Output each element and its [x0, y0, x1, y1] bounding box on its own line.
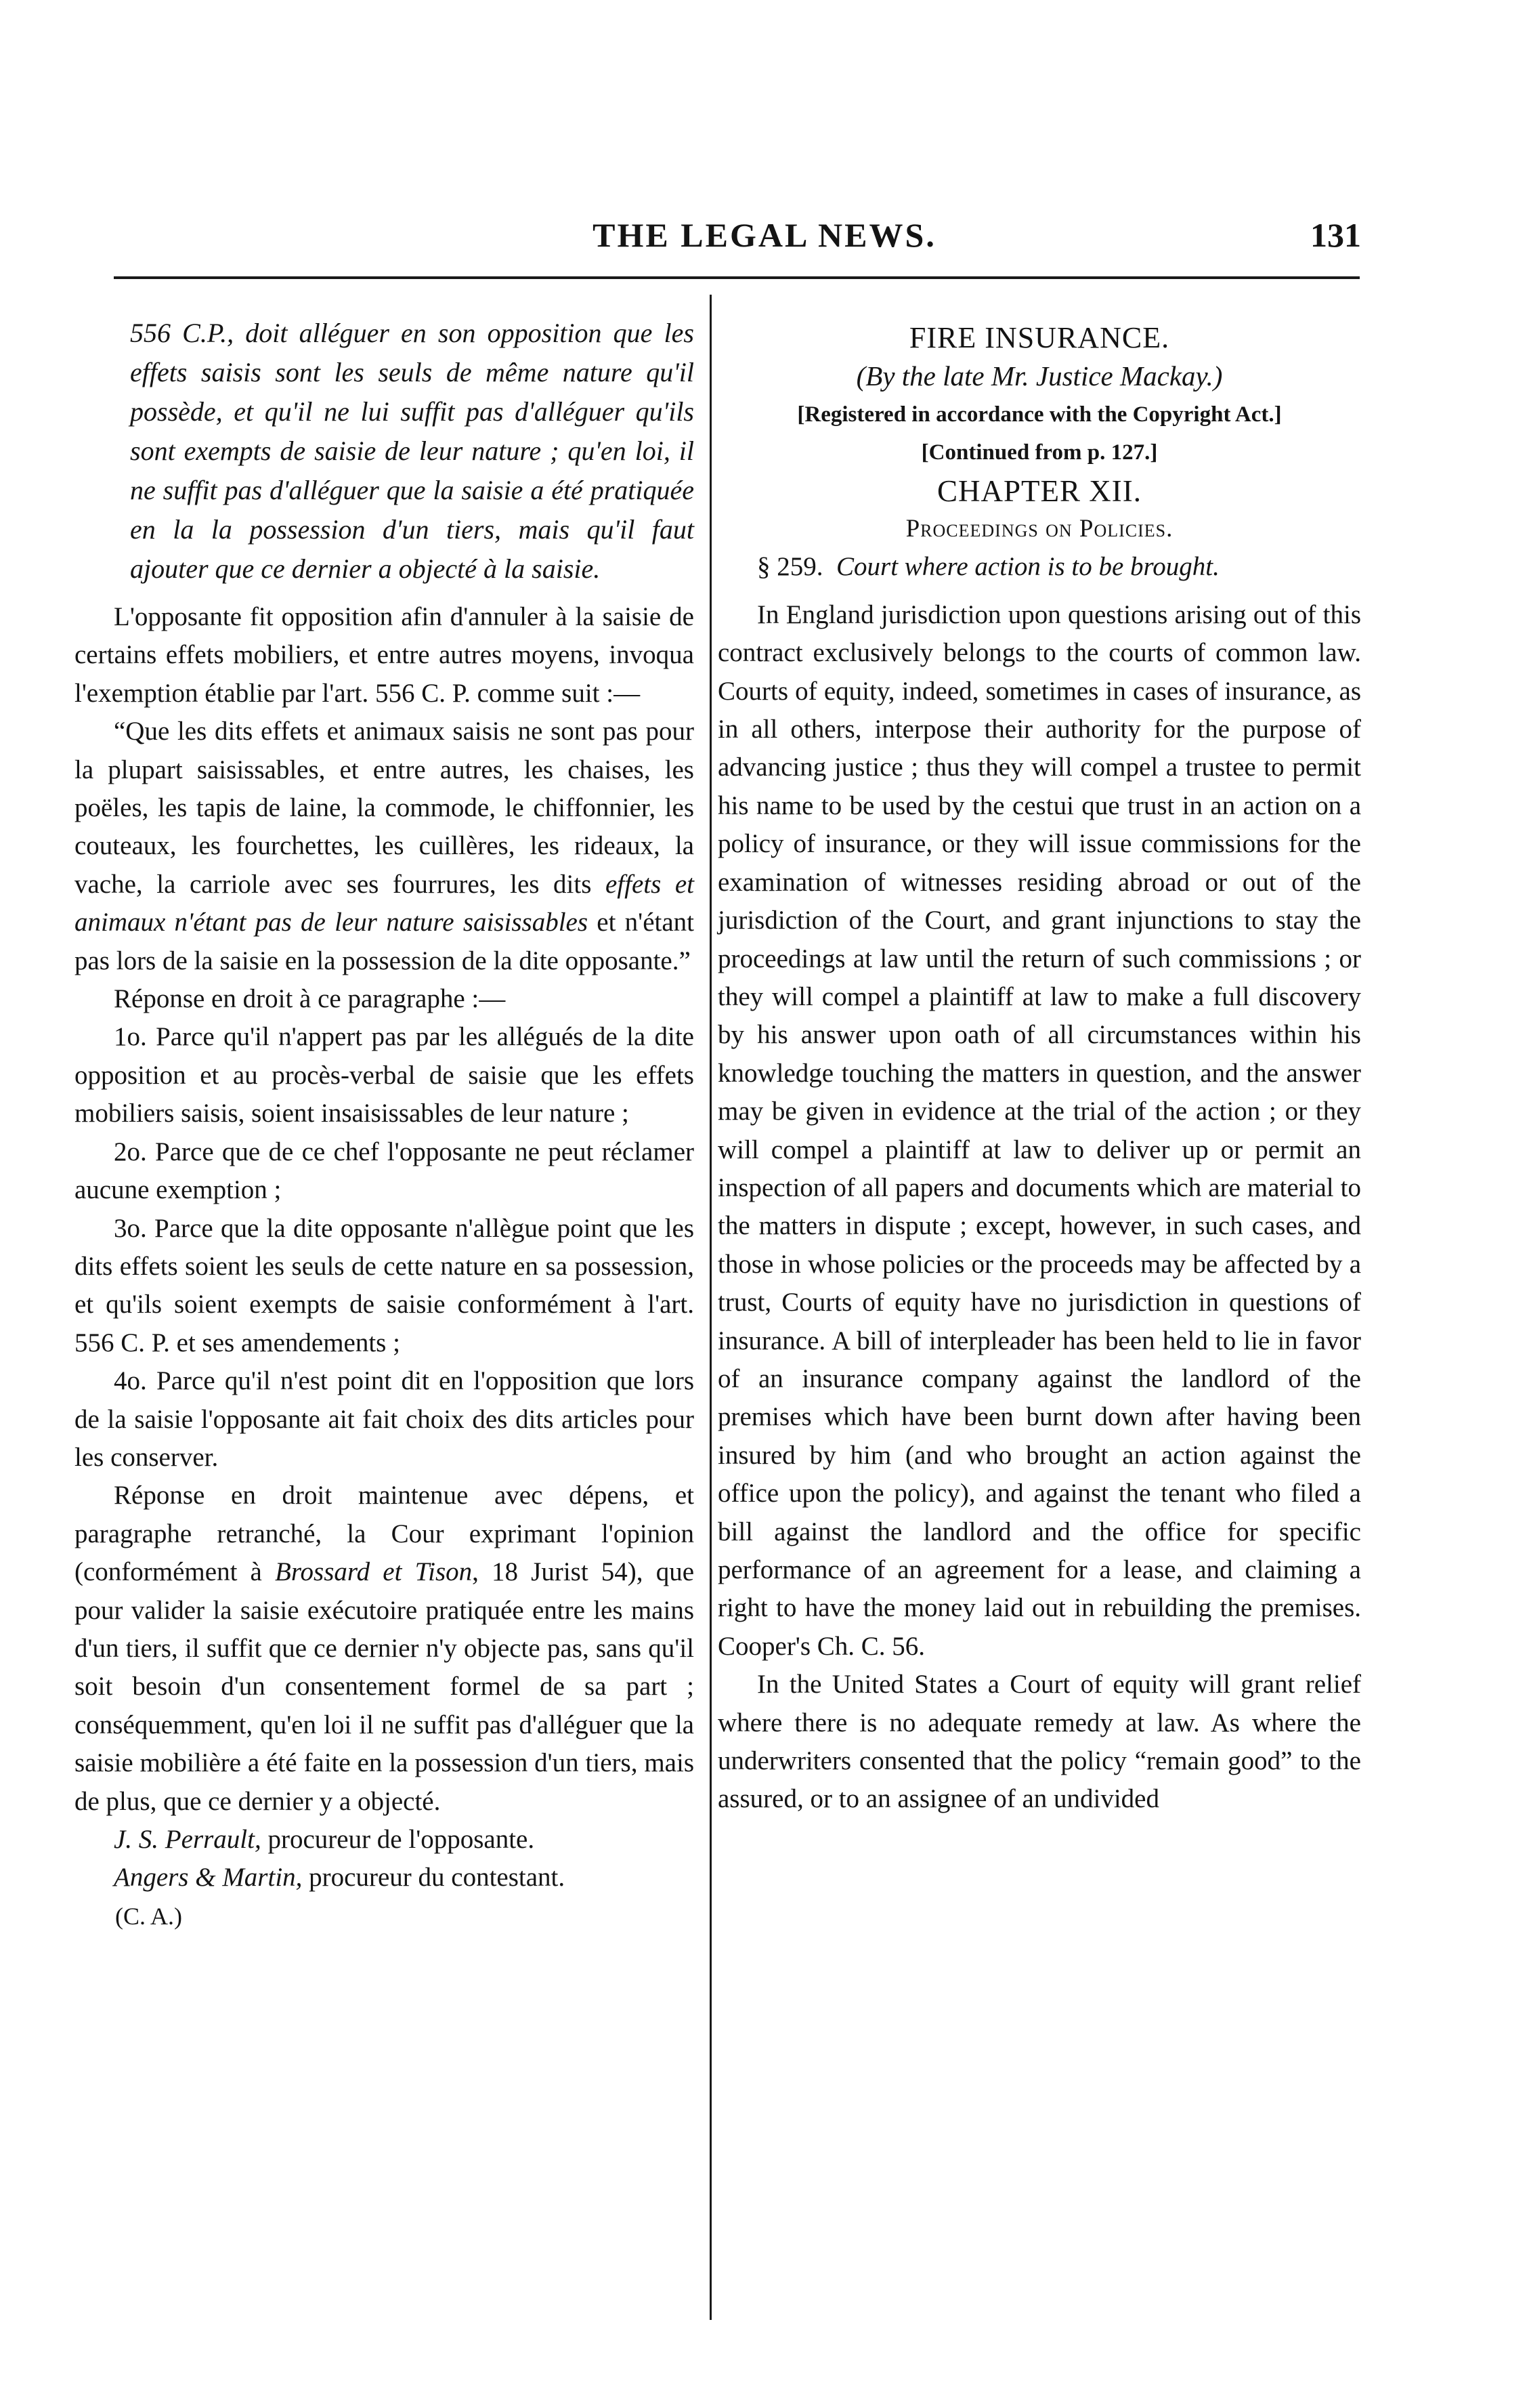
attorney-role: procureur du contestant.: [302, 1863, 565, 1893]
attorney-name: J. S. Perrault,: [114, 1825, 261, 1854]
author-line: (By the late Mr. Justice Mackay.): [856, 360, 1223, 392]
paragraph: L'opposante fit opposition afin d'annuler à la saisie de certains effets mobiliers, et entre autres moyens, invoqua l'exemption établie par l'art. 556 C. P. comme suit :—: [74, 602, 694, 708]
judgment-paragraph: [74, 1477, 694, 1821]
page-number: 131: [1310, 216, 1361, 254]
attorney-name: Angers & Martin,: [114, 1863, 303, 1893]
section-title-text: Court where action is to be brought.: [836, 552, 1220, 582]
paragraph: Réponse en droit à ce paragraphe :—: [114, 984, 506, 1014]
paragraph: In the United States a Court of equity will grant relief where there is no adequate remedy at law. As where the underwriters consented that the policy “remain good” to the assured, or to an assignee of an undivided: [718, 1670, 1361, 1814]
text-run: , 18 Jurist 54), que pour valider la saisie exécutoire pratiquée entre les mains d'un tiers, il suffit que ce dernier n'y objecte pas, sans qu'il soit besoin d'un consentement formel de sa part ; conséquemment, qu'en loi il ne suffit pas d'alléguer que la saisie mobilière a été faite en la possession d'un tiers, mais de plus, que ce dernier y a objecté.: [74, 1557, 694, 1816]
left-column: [74, 314, 694, 1935]
source-note: (C. A.): [115, 1902, 182, 1930]
column-divider: [710, 295, 712, 2320]
text-run: “Que les dits effets et animaux saisis ne sont pas pour la plupart saisissables, et entre autres, les chaises, les poëles, les tapis de laine, la commode, le chiffonnier, les couteaux, les fourchettes, les cuillères, les rideaux, la vache, la carriole avec ses fourrures, les dits: [74, 717, 694, 899]
list-item: 3o. Parce que la dite opposante n'allègue point que les dits effets soient les seuls de cette nature en sa possession, et qu'ils soient exempts de saisie conformément à l'art. 556 C. P. et ses amendements ;: [74, 1213, 694, 1357]
text-run: et n'étant pas lors de la saisie en la possession de la dite opposante.”: [74, 908, 694, 975]
paragraph: In England jurisdiction upon questions arising out of this contract exclusively belongs to the courts of common law. Courts of equity, indeed, sometimes in cases of insurance, as in all others, interpose their authority for the purpose of advancing justice ; thus they will compel a trustee to permit his name to be used by the cestui que trust in an action on a policy of insurance, or they will issue commissions for the examination of witnesses residing abroad or out of the jurisdiction of the Court, and grant injunctions to stay the proceedings at law until the return of such commissions ; or they will compel a plaintiff at law to make a full discovery by his answer upon oath of all circumstances within his knowledge touching the matters in question, and the answer may be given in evidence at the trial of the action ; or they will compel a plaintiff at law to deliver up or permit an inspection of all papers and documents which are material to the matters in dispute ; except, however, in such cases, and those in whose policies or the proceeds may be affected by a trust, Courts of equity have no jurisdiction in questions of insurance. A bill of interpleader has been held to lie in favor of an insurance company against the landlord of the premises which have been burnt down after having been insured by him (and who brought an action against the office upon the policy), and against the tenant who filed a bill against the landlord and the office for specific performance of an agreement for a lease, and claiming a right to have the money laid out in rebuilding the premises. Cooper's Ch. C. 56.: [718, 599, 1361, 1661]
list-item: 4o. Parce qu'il n'est point dit en l'opposition que lors de la saisie l'opposante ait fait choix des dits articles pour les conserver.: [74, 1366, 694, 1472]
signature-line: [74, 1859, 694, 1897]
list-item: 2o. Parce que de ce chef l'opposante ne peut réclamer aucune exemption ;: [74, 1137, 694, 1205]
section-number: § 259.: [757, 552, 823, 582]
chapter-subheading: Proceedings on Policies.: [905, 515, 1173, 543]
italic-run: effets et animaux n'étant pas de leur nature saisissables: [74, 869, 694, 937]
copyright-note: [Registered in accordance with the Copyright Act.]: [797, 402, 1282, 427]
article-heading: FIRE INSURANCE.: [909, 321, 1170, 354]
text-run: Réponse en droit maintenue avec dépens, et paragraphe retranché, la Cour exprimant l'opinion (conformément à: [74, 1481, 694, 1587]
header-rule: [114, 276, 1360, 279]
chapter-heading: CHAPTER XII.: [937, 473, 1142, 508]
list-item: 1o. Parce qu'il n'appert pas par les allégués de la dite opposition et au procès-verbal de saisie que les effets mobiliers saisis, soient insaisissables de leur nature ;: [74, 1022, 694, 1128]
decision-summary: 556 C.P., doit alléguer en son opposition que les effets saisis sont les seuls de même nature qu'il possède, et qu'il ne lui suffit pas d'alléguer qu'ils sont exempts de saisie de leur nature ; qu'en loi, il ne suffit pas d'alléguer que la saisie a été pratiquée en la la possession d'un tiers, mais qu'il faut ajouter que ce dernier a objecté à la saisie.: [130, 318, 694, 584]
section-title: [718, 548, 1361, 586]
attorney-role: procureur de l'opposante.: [261, 1825, 535, 1854]
right-column: [718, 314, 1361, 1819]
italic-run: Brossard et Tison: [275, 1557, 473, 1587]
continuation-note: [Continued from p. 127.]: [921, 440, 1158, 465]
running-header-title: THE LEGAL NEWS.: [593, 216, 936, 254]
signature-line: [74, 1821, 694, 1859]
quoted-paragraph: [74, 713, 694, 980]
